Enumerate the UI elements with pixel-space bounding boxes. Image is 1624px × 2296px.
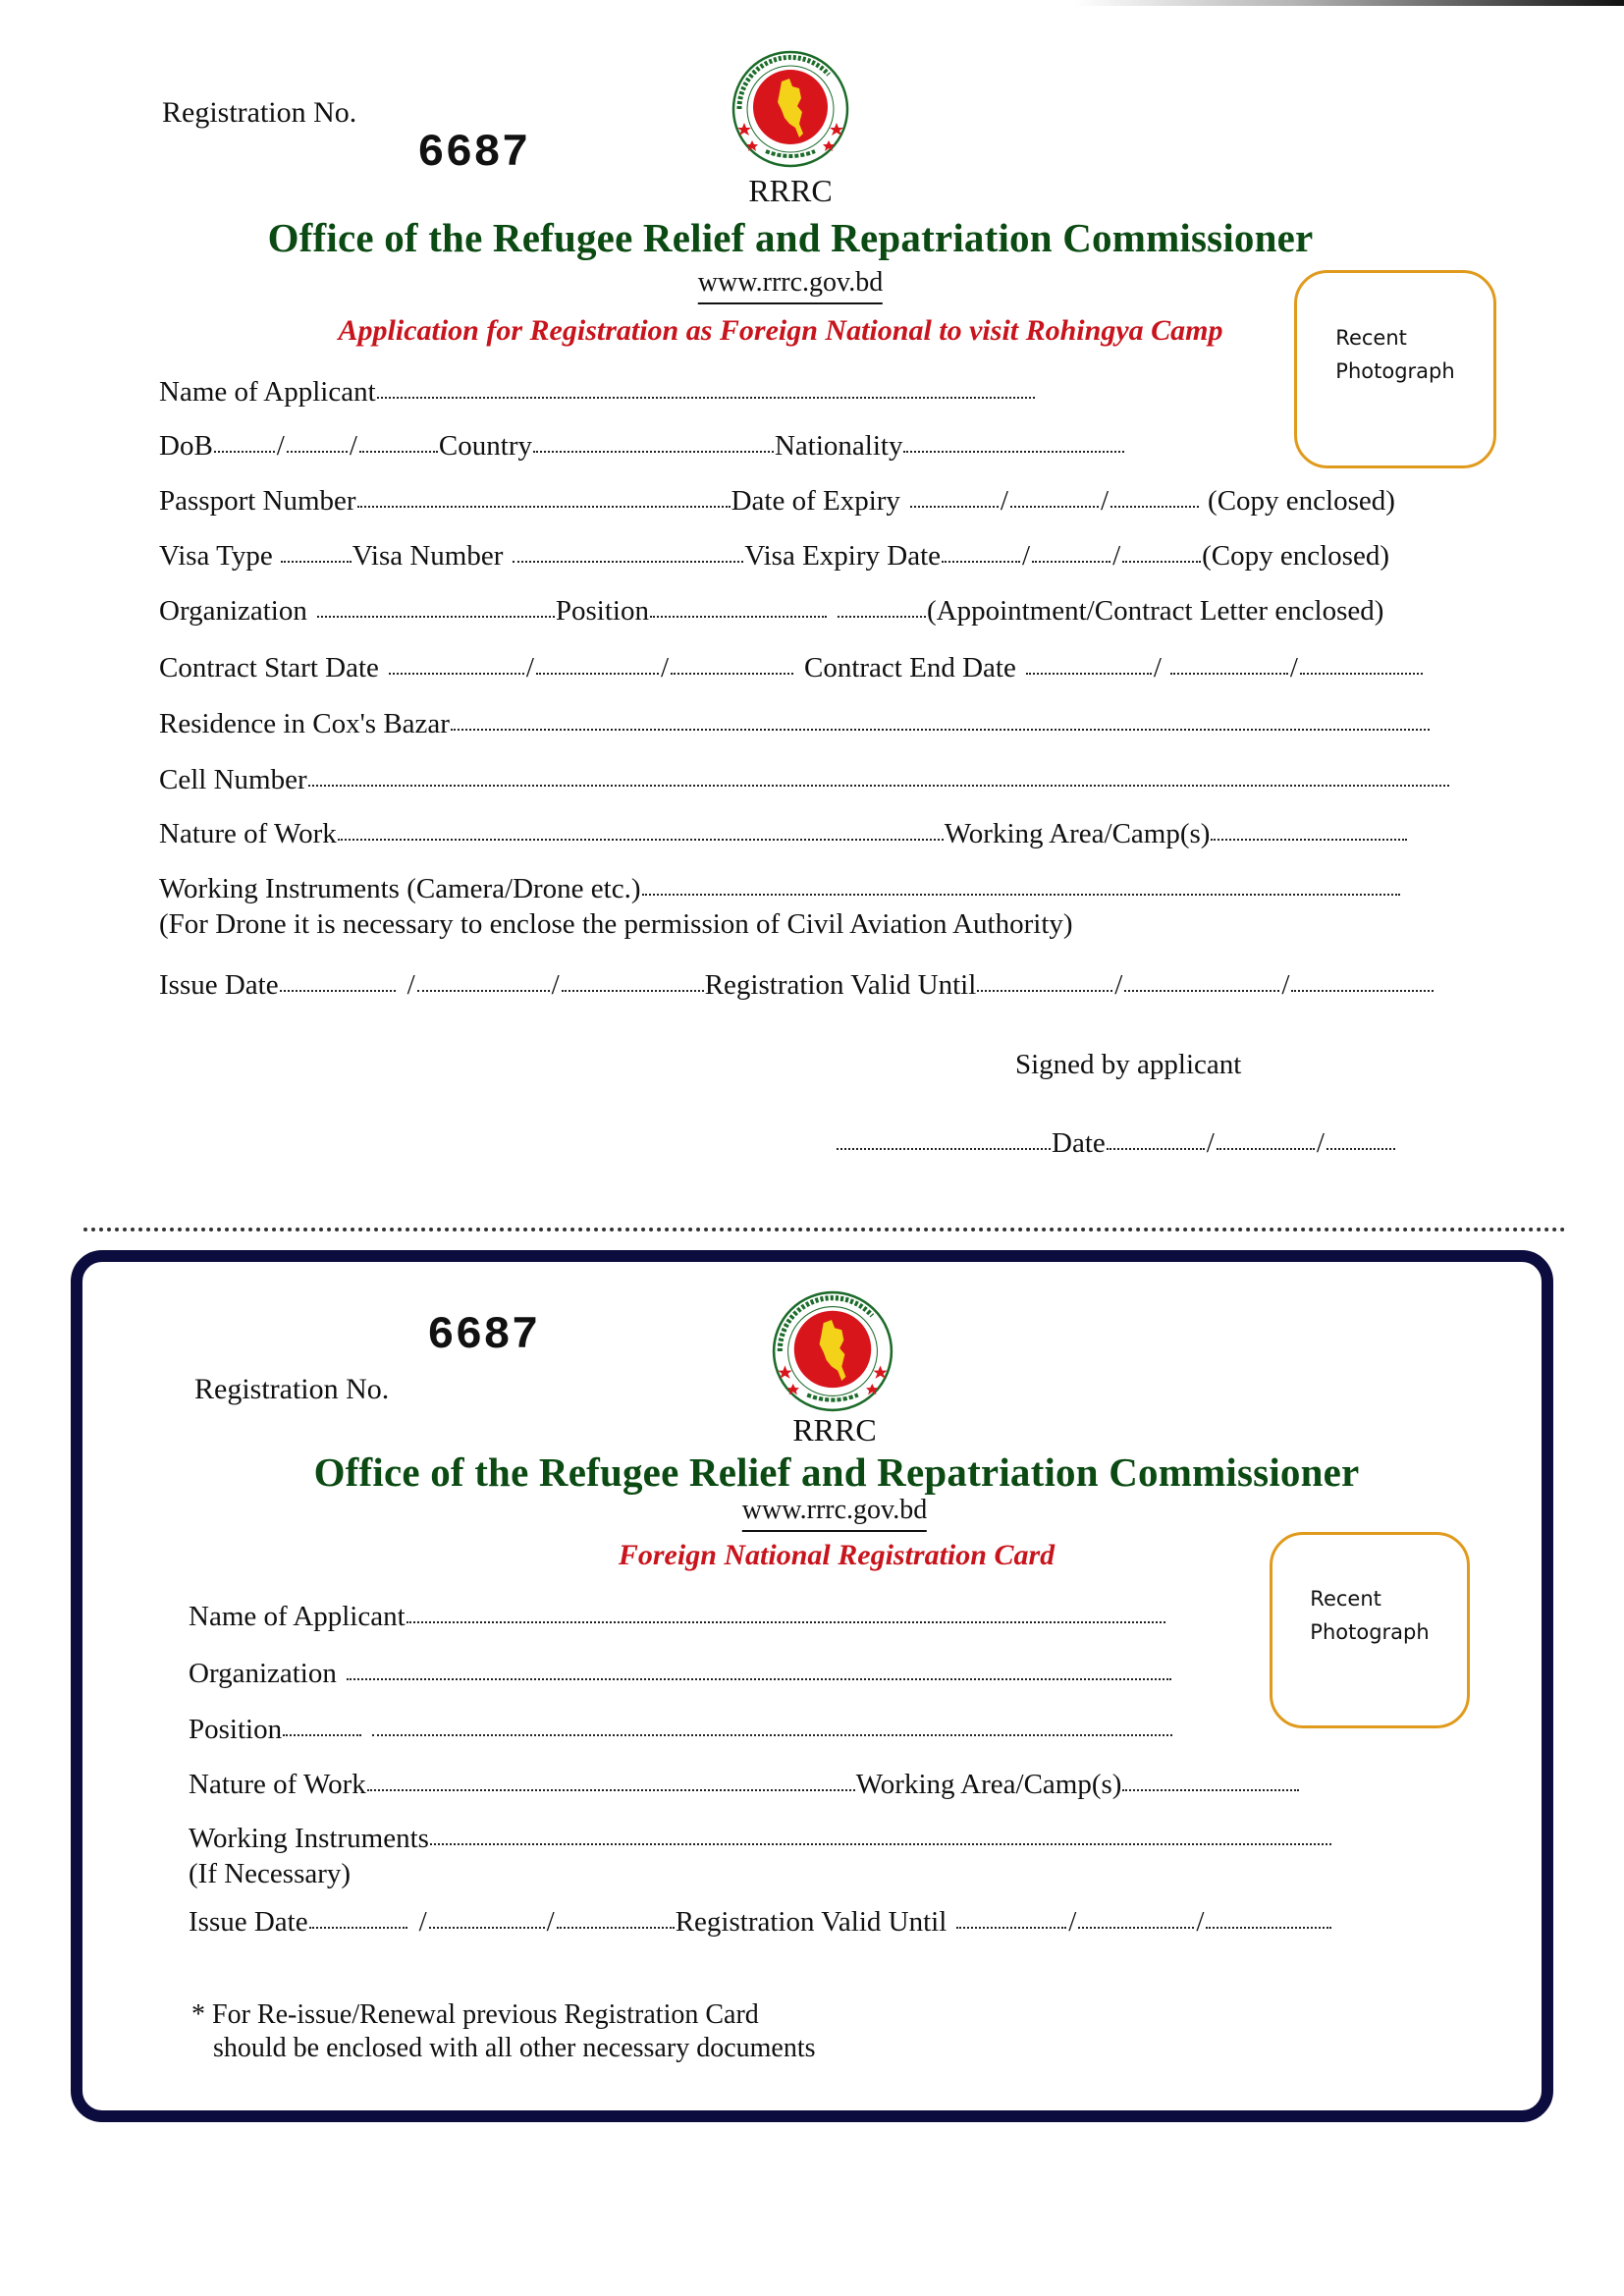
contract-end-year-input[interactable] bbox=[1300, 672, 1423, 675]
nationality-input[interactable] bbox=[903, 450, 1124, 453]
page-title: Office of the Refugee Relief and Repatriation Commissioner bbox=[267, 215, 1314, 260]
issue-day-input[interactable] bbox=[280, 989, 396, 992]
date-separator: / bbox=[1316, 1127, 1325, 1159]
field-label: Contract Start Date bbox=[159, 652, 379, 683]
card-field-row-position bbox=[189, 1714, 1173, 1746]
field-label: Position bbox=[189, 1714, 283, 1745]
dob-month-input[interactable] bbox=[287, 450, 348, 453]
field-label: Nationality bbox=[774, 430, 903, 462]
date-separator: / bbox=[525, 652, 534, 683]
field-label: Cell Number bbox=[159, 764, 307, 795]
registration-label: Registration No. bbox=[162, 96, 357, 129]
residence-input[interactable] bbox=[451, 728, 1430, 731]
org-abbreviation: RRRC bbox=[748, 173, 833, 208]
field-label: Country bbox=[438, 430, 532, 462]
signature-input[interactable] bbox=[837, 1147, 1051, 1150]
valid-until-month-input[interactable] bbox=[1124, 989, 1279, 992]
card-working-area-input[interactable] bbox=[1122, 1788, 1299, 1791]
passport-expiry-day-input[interactable] bbox=[910, 505, 999, 508]
card-registration-number: 6687 bbox=[427, 1310, 540, 1361]
field-row-residence bbox=[159, 708, 1431, 740]
field-label: DoB bbox=[159, 430, 213, 462]
passport-expiry-month-input[interactable] bbox=[1010, 505, 1099, 508]
field-label: Working Area/Camp(s) bbox=[855, 1769, 1122, 1800]
date-separator: / bbox=[418, 1906, 427, 1938]
date-separator: / bbox=[1068, 1906, 1077, 1938]
card-field-row-instruments bbox=[189, 1823, 1332, 1855]
field-label: Position bbox=[555, 595, 649, 627]
card-field-row-nature bbox=[189, 1769, 1300, 1801]
field-row-contract bbox=[159, 652, 1424, 684]
card-nature-of-work-input[interactable] bbox=[367, 1788, 855, 1791]
website-link[interactable]: www.rrrc.gov.bd bbox=[698, 267, 883, 304]
visa-expiry-month-input[interactable] bbox=[1032, 560, 1110, 563]
field-label: Registration Valid Until bbox=[675, 1906, 947, 1938]
card-field-row-issue bbox=[189, 1906, 1332, 1939]
card-issue-month-input[interactable] bbox=[429, 1926, 545, 1929]
signed-by-text: Signed by applicant bbox=[1015, 1049, 1242, 1080]
card-valid-until-year-input[interactable] bbox=[1206, 1926, 1331, 1929]
card-issue-day-input[interactable] bbox=[309, 1926, 407, 1929]
instruments-input[interactable] bbox=[642, 893, 1400, 896]
field-label: Nature of Work bbox=[159, 818, 337, 849]
cut-line-divider bbox=[83, 1228, 1566, 1231]
dob-day-input[interactable] bbox=[214, 450, 275, 453]
field-row-cell bbox=[159, 764, 1450, 796]
field-row-passport bbox=[159, 485, 1395, 518]
date-separator: / bbox=[1000, 485, 1008, 517]
sign-date-year-input[interactable] bbox=[1326, 1147, 1395, 1150]
field-row-name bbox=[159, 376, 1036, 409]
contract-start-month-input[interactable] bbox=[536, 672, 659, 675]
field-label: Contract End Date bbox=[804, 652, 1016, 683]
government-seal-icon bbox=[731, 49, 850, 169]
footnote-line-1: * For Re-issue/Renewal previous Registration Card bbox=[191, 1999, 759, 2030]
card-valid-until-day-input[interactable] bbox=[956, 1926, 1066, 1929]
contract-start-day-input[interactable] bbox=[389, 672, 524, 675]
field-row-instruments bbox=[159, 873, 1401, 905]
field-label: Passport Number bbox=[159, 485, 356, 517]
photo-placeholder[interactable] bbox=[1294, 270, 1496, 468]
date-separator: / bbox=[1289, 652, 1298, 683]
card-website-link[interactable]: www.rrrc.gov.bd bbox=[742, 1495, 927, 1532]
visa-number-input[interactable] bbox=[513, 560, 743, 563]
drone-note bbox=[159, 908, 1073, 941]
card-instruments-note bbox=[189, 1858, 351, 1890]
valid-until-day-input[interactable] bbox=[977, 989, 1112, 992]
field-label: Working Instruments (Camera/Drone etc.) bbox=[159, 873, 641, 904]
issue-month-input[interactable] bbox=[417, 989, 550, 992]
field-label: Registration Valid Until bbox=[704, 969, 977, 1001]
date-separator: / bbox=[1022, 540, 1031, 572]
card-photo-label: Recent Photograph bbox=[1310, 1587, 1430, 1644]
card-organization-input[interactable] bbox=[347, 1677, 1171, 1680]
passport-number-input[interactable] bbox=[357, 505, 731, 508]
card-photo-placeholder[interactable] bbox=[1270, 1532, 1470, 1728]
signature-date-row bbox=[836, 1127, 1396, 1160]
card-subtitle: Foreign National Registration Card bbox=[618, 1539, 1056, 1571]
field-label: Name of Applicant bbox=[189, 1601, 406, 1632]
date-separator: / bbox=[546, 1906, 555, 1938]
visa-expiry-year-input[interactable] bbox=[1122, 560, 1201, 563]
date-separator: / bbox=[406, 969, 415, 1001]
copy-enclosed-note: (Copy enclosed) bbox=[1208, 485, 1395, 517]
date-separator: / bbox=[1206, 1127, 1215, 1159]
field-label: Residence in Cox's Bazar bbox=[159, 708, 450, 739]
appointment-letter-note: (Appointment/Contract Letter enclosed) bbox=[926, 595, 1384, 627]
card-position-input[interactable] bbox=[283, 1733, 361, 1736]
field-label: Organization bbox=[159, 595, 307, 627]
field-row-issue bbox=[159, 969, 1435, 1002]
card-issue-year-input[interactable] bbox=[557, 1926, 675, 1929]
field-label: Nature of Work bbox=[189, 1769, 366, 1800]
sign-date-day-input[interactable] bbox=[1107, 1147, 1205, 1150]
field-label: Date of Expiry bbox=[731, 485, 900, 517]
field-label: Working Area/Camp(s) bbox=[944, 818, 1211, 849]
card-field-row-organization bbox=[189, 1658, 1172, 1690]
position-input-extra[interactable] bbox=[838, 615, 926, 618]
organization-input[interactable] bbox=[317, 615, 555, 618]
renewal-footnote bbox=[191, 1998, 816, 2065]
signed-by-label bbox=[1015, 1049, 1241, 1081]
date-separator: / bbox=[349, 430, 357, 462]
visa-type-input[interactable] bbox=[281, 560, 352, 563]
country-input[interactable] bbox=[533, 450, 774, 453]
field-row-visa bbox=[159, 540, 1389, 573]
issue-year-input[interactable] bbox=[562, 989, 704, 992]
contract-end-day-input[interactable] bbox=[1026, 672, 1152, 675]
field-label: Issue Date bbox=[159, 969, 279, 1001]
date-separator: / bbox=[551, 969, 560, 1001]
field-label: Working Instruments bbox=[189, 1823, 429, 1854]
copy-enclosed-note: (Copy enclosed) bbox=[1202, 540, 1389, 572]
footnote-line-2: should be enclosed with all other necessary documents bbox=[213, 2033, 816, 2063]
position-input[interactable] bbox=[650, 615, 827, 618]
field-row-organization bbox=[159, 595, 1383, 628]
date-separator: / bbox=[660, 652, 669, 683]
drone-note-text: (For Drone it is necessary to enclose the permission of Civil Aviation Authority) bbox=[159, 908, 1073, 940]
form-subtitle: Application for Registration as Foreign National to visit Rohingya Camp bbox=[338, 314, 1223, 347]
field-label: Date bbox=[1052, 1127, 1106, 1159]
working-area-input[interactable] bbox=[1211, 838, 1407, 841]
date-separator: / bbox=[1112, 540, 1121, 572]
name-input[interactable] bbox=[377, 396, 1035, 399]
field-label: Name of Applicant bbox=[159, 376, 376, 408]
date-separator: / bbox=[1281, 969, 1290, 1001]
field-label: Visa Type bbox=[159, 540, 273, 572]
date-separator: / bbox=[1114, 969, 1123, 1001]
field-label: Issue Date bbox=[189, 1906, 308, 1938]
card-field-row-name bbox=[189, 1601, 1166, 1633]
dob-year-input[interactable] bbox=[359, 450, 438, 453]
visa-expiry-day-input[interactable] bbox=[942, 560, 1020, 563]
field-label: Organization bbox=[189, 1658, 337, 1689]
scan-edge-artifact bbox=[1074, 0, 1624, 6]
date-separator: / bbox=[1196, 1906, 1205, 1938]
contract-end-month-input[interactable] bbox=[1170, 672, 1288, 675]
card-org-abbreviation: RRRC bbox=[792, 1412, 877, 1448]
card-position-input-extra[interactable] bbox=[372, 1733, 1172, 1736]
card-instruments-input[interactable] bbox=[430, 1842, 1331, 1845]
registration-number: 6687 bbox=[417, 128, 530, 179]
valid-until-year-input[interactable] bbox=[1291, 989, 1434, 992]
card-government-seal-icon bbox=[771, 1289, 894, 1413]
card-valid-until-month-input[interactable] bbox=[1078, 1926, 1194, 1929]
sign-date-month-input[interactable] bbox=[1217, 1147, 1315, 1150]
photo-label: Recent Photograph bbox=[1335, 326, 1455, 383]
card-registration-label: Registration No. bbox=[194, 1373, 390, 1405]
date-separator: / bbox=[1100, 485, 1110, 517]
contract-start-year-input[interactable] bbox=[671, 672, 793, 675]
card-title: Office of the Refugee Relief and Repatriation Commissioner bbox=[313, 1449, 1360, 1495]
passport-expiry-year-input[interactable] bbox=[1110, 505, 1199, 508]
nature-of-work-input[interactable] bbox=[338, 838, 944, 841]
field-row-nature bbox=[159, 818, 1408, 850]
date-separator: / bbox=[1153, 652, 1162, 683]
field-label: Visa Number bbox=[352, 540, 504, 572]
card-name-input[interactable] bbox=[406, 1620, 1165, 1623]
field-label: Visa Expiry Date bbox=[744, 540, 941, 572]
instruments-note-text: (If Necessary) bbox=[189, 1858, 352, 1889]
cell-number-input[interactable] bbox=[308, 784, 1449, 787]
field-row-dob bbox=[159, 430, 1125, 463]
date-separator: / bbox=[276, 430, 285, 462]
